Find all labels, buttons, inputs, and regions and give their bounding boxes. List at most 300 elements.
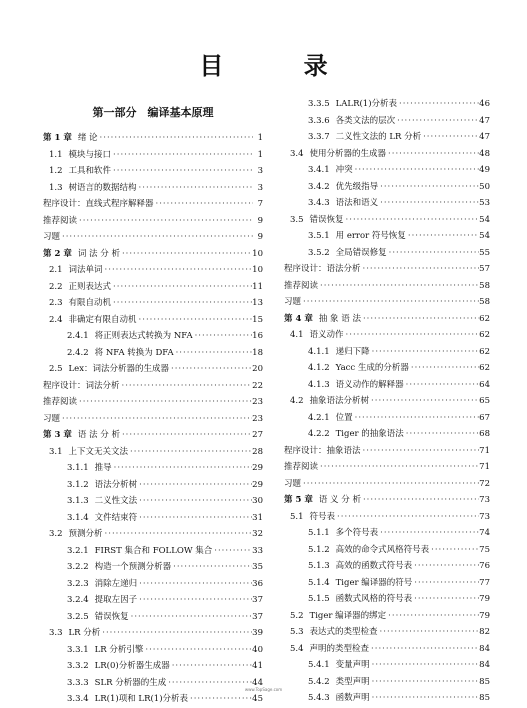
toc-page-number: 18	[252, 347, 263, 358]
toc-page-number: 71	[479, 445, 490, 456]
toc-dot-leader	[412, 558, 479, 575]
toc-entry-text: 语 法 分 析	[77, 430, 120, 440]
toc-entry[interactable]	[284, 641, 490, 658]
toc-entry-number: 3.1.1	[67, 463, 89, 473]
toc-entry[interactable]	[43, 592, 263, 609]
toc-dot-leader	[193, 328, 253, 345]
toc-entry-number: 2.4.1	[67, 331, 89, 341]
toc-right-list	[284, 96, 490, 707]
toc-page-number: 84	[479, 660, 490, 670]
toc-entry-number: 3.5	[290, 214, 304, 225]
toc-dot-leader	[137, 180, 253, 197]
toc-entry[interactable]	[43, 411, 263, 428]
toc-right-column	[284, 96, 490, 707]
toc-entry-text: FIRST 集合和 FOLLOW 集合	[94, 545, 213, 556]
toc-entry[interactable]	[43, 493, 263, 510]
toc-page-number: 58	[479, 280, 490, 291]
toc-entry[interactable]	[284, 476, 490, 493]
toc-entry-label	[67, 559, 171, 576]
toc-entry-text: 冲突	[335, 165, 353, 175]
toc-entry[interactable]	[284, 393, 490, 410]
toc-entry-label	[67, 543, 212, 560]
toc-entry[interactable]	[284, 162, 490, 179]
toc-entry-text: 多个符号表	[335, 528, 379, 538]
toc-entry-text: 树语言的数据结构	[68, 182, 137, 193]
toc-left-column	[43, 96, 263, 708]
toc-page-number: 72	[479, 478, 490, 489]
toc-entry-number: 3.5.2	[308, 247, 330, 258]
toc-dot-leader	[171, 559, 252, 576]
toc-entry[interactable]	[284, 542, 490, 559]
toc-dot-leader	[137, 592, 252, 609]
toc-entry-label	[308, 162, 353, 179]
toc-entry[interactable]	[284, 608, 490, 625]
toc-entry[interactable]	[284, 360, 490, 377]
toc-page-number: 1	[257, 149, 263, 160]
toc-entry-text: 优先级指导	[335, 181, 379, 192]
toc-dot-leader	[361, 261, 480, 278]
toc-entry[interactable]	[43, 543, 263, 560]
toc-entry[interactable]	[284, 509, 490, 526]
toc-entry-number: 第 1 章	[43, 133, 72, 143]
toc-dot-leader	[412, 591, 479, 608]
toc-dot-leader	[404, 377, 480, 394]
toc-entry-label	[67, 477, 137, 494]
toc-entry-label	[43, 246, 120, 263]
toc-page-number: 79	[479, 610, 490, 621]
toc-dot-leader	[361, 311, 479, 328]
toc-page-number: 32	[252, 529, 263, 539]
toc-dot-leader	[77, 213, 253, 230]
toc-page-number: 58	[479, 297, 490, 307]
toc-entry-label	[290, 509, 335, 526]
toc-page-number: 62	[479, 346, 490, 357]
toc-entry[interactable]	[43, 279, 263, 296]
toc-page-number: 62	[479, 363, 490, 373]
toc-page-number: 73	[479, 495, 490, 505]
toc-entry[interactable]	[43, 262, 263, 279]
toc-dot-leader	[370, 657, 480, 674]
toc-entry[interactable]	[43, 691, 263, 708]
toc-entry-label	[308, 360, 409, 377]
toc-entry-number: 4.2.2	[308, 429, 330, 439]
toc-page-number: 57	[479, 264, 490, 274]
toc-dot-leader	[77, 394, 252, 411]
toc-entry-text: 位置	[335, 412, 353, 423]
toc-entry-label	[290, 608, 386, 625]
toc-dot-leader	[378, 624, 480, 641]
toc-dot-leader	[120, 246, 252, 263]
toc-entry[interactable]	[43, 576, 263, 593]
toc-entry-text: 推荐阅读	[43, 215, 78, 226]
toc-dot-leader	[212, 543, 252, 560]
toc-entry-number: 第 4 章	[284, 313, 313, 324]
toc-entry-number: 3.2.5	[67, 611, 89, 622]
toc-entry[interactable]	[43, 295, 263, 312]
toc-entry[interactable]	[284, 690, 490, 707]
toc-page-number: 7	[257, 199, 263, 209]
toc-entry-text: 类型声明	[335, 676, 370, 687]
toc-entry[interactable]	[284, 261, 490, 278]
toc-entry[interactable]	[284, 377, 490, 394]
toc-entry[interactable]	[284, 327, 490, 344]
toc-entry-text: 程序设计：直线式程序解释器	[43, 199, 154, 209]
toc-entry-number: 2.4	[49, 314, 63, 325]
toc-entry[interactable]	[43, 625, 263, 642]
toc-entry-number: 3.3.3	[67, 677, 89, 688]
toc-entry-text: 各类文法的层次	[335, 115, 396, 126]
toc-dot-leader	[103, 262, 253, 279]
toc-entry-number: 5.1.1	[308, 528, 330, 538]
toc-entry[interactable]	[284, 492, 490, 509]
toc-page-number: 74	[479, 528, 490, 538]
toc-dot-leader	[361, 443, 480, 460]
toc-entry-number: 3.2.3	[67, 578, 89, 589]
toc-entry-number: 3.3.6	[308, 115, 330, 126]
toc-dot-leader	[344, 212, 480, 229]
toc-entry[interactable]	[284, 344, 490, 361]
toc-page-number: 65	[479, 396, 490, 406]
toc-entry-text: 将 NFA 转换为 DFA	[94, 347, 174, 358]
toc-dot-leader	[412, 575, 479, 592]
toc-entry-label	[284, 294, 301, 311]
toc-entry-label	[43, 229, 60, 246]
toc-dot-leader	[137, 510, 252, 527]
toc-entry[interactable]	[43, 328, 263, 345]
toc-entry[interactable]	[43, 477, 263, 494]
toc-entry[interactable]	[284, 657, 490, 674]
toc-entry-number: 3.3.5	[308, 99, 330, 109]
toc-page-number: 23	[252, 413, 263, 424]
toc-entry-text: 使用分析器的生成器	[309, 148, 387, 159]
toc-dot-leader	[128, 444, 252, 461]
toc-entry-number: 5.4	[290, 643, 304, 654]
toc-dot-leader	[137, 576, 252, 593]
toc-entry-text: 用 error 符号恢复	[335, 231, 406, 241]
toc-page-number: 29	[252, 479, 263, 490]
toc-entry-label	[49, 625, 100, 642]
toc-entry-number: 5.4.1	[308, 660, 330, 670]
toc-entry-text: 错误恢复	[94, 611, 129, 622]
toc-page-number: 29	[252, 463, 263, 473]
toc-entry-text: 正则表达式	[68, 281, 112, 292]
toc-entry-label	[284, 459, 318, 476]
toc-entry-number: 2.4.2	[67, 347, 89, 358]
toc-dot-leader	[378, 195, 479, 212]
toc-entry-text: LR 分析	[68, 628, 101, 638]
toc-dot-leader	[378, 525, 479, 542]
toc-entry[interactable]	[284, 558, 490, 575]
toc-page-number: 31	[252, 512, 263, 523]
toc-entry-label	[49, 526, 103, 543]
toc-entry[interactable]	[43, 378, 263, 395]
toc-entry-label	[67, 460, 112, 477]
toc-entry-label	[284, 261, 361, 278]
toc-entry[interactable]	[284, 212, 490, 229]
toc-dot-leader	[169, 361, 252, 378]
toc-entry-label	[284, 476, 301, 493]
toc-entry[interactable]	[43, 526, 263, 543]
toc-entry-label	[308, 591, 412, 608]
toc-entry[interactable]	[284, 311, 490, 328]
toc-page-number: 35	[252, 562, 263, 572]
toc-page-number: 53	[479, 198, 490, 208]
toc-page-number: 71	[479, 462, 490, 472]
toc-entry[interactable]	[43, 361, 263, 378]
toc-entry-number: 1.2	[49, 166, 63, 176]
toc-dot-leader	[60, 411, 252, 428]
toc-entry-number: 3.1	[49, 446, 63, 457]
toc-page-number: 11	[252, 281, 263, 292]
toc-dot-leader	[98, 130, 253, 147]
toc-entry[interactable]	[43, 147, 263, 164]
toc-entry[interactable]	[284, 146, 490, 163]
toc-entry-text: 推荐阅读	[284, 462, 319, 472]
toc-entry-text: 构造一个预测分析器	[94, 562, 172, 572]
toc-entry-number: 3.3.4	[67, 694, 89, 704]
toc-entry-number: 3.3	[49, 628, 63, 638]
toc-page-number: 16	[252, 331, 263, 341]
toc-dot-leader	[137, 477, 252, 494]
toc-entry-text: 符号表	[309, 511, 336, 522]
toc-entry-label	[67, 328, 193, 345]
toc-entry-label	[49, 295, 111, 312]
toc-entry-text: SLR 分析器的生成	[94, 677, 167, 688]
toc-dot-leader	[378, 179, 479, 196]
toc-entry[interactable]	[284, 426, 490, 443]
toc-dot-leader	[188, 691, 252, 708]
toc-entry-text: 推荐阅读	[284, 280, 319, 291]
toc-entry-label	[308, 113, 395, 130]
toc-dot-leader	[143, 642, 252, 659]
toc-entry-text: 消除左递归	[94, 578, 138, 589]
toc-entry-label	[308, 129, 421, 146]
toc-entry[interactable]	[284, 459, 490, 476]
toc-page-number: 30	[252, 496, 263, 506]
toc-entry[interactable]	[284, 278, 490, 295]
toc-dot-leader	[129, 609, 253, 626]
toc-dot-leader	[397, 96, 479, 113]
toc-entry-number: 5.1	[290, 511, 304, 522]
toc-entry[interactable]	[43, 658, 263, 675]
toc-entry-label	[290, 624, 378, 641]
toc-entry[interactable]	[284, 410, 490, 427]
toc-entry-text: Tiger 的抽象语法	[335, 429, 404, 439]
toc-entry-text: 程序设计：语法分析	[284, 264, 361, 274]
toc-entry-number: 3.2.4	[67, 595, 89, 605]
toc-page-number: 75	[479, 544, 490, 555]
toc-page-number: 1	[257, 133, 263, 143]
toc-entry-number: 5.1.2	[308, 544, 330, 555]
toc-entry-label	[284, 492, 361, 509]
toc-entry-label	[290, 327, 344, 344]
toc-entry-text: 词法单词	[68, 265, 103, 275]
toc-entry-text: 语 义 分 析	[318, 495, 361, 505]
toc-page-number: 48	[479, 148, 490, 159]
toc-entry[interactable]	[284, 245, 490, 262]
toc-entry[interactable]	[284, 195, 490, 212]
toc-entry-label	[43, 411, 60, 428]
toc-dot-leader	[103, 526, 253, 543]
toc-dot-leader	[386, 146, 479, 163]
toc-entry-text: 词 法 分 析	[77, 248, 120, 259]
toc-entry-text: 推荐阅读	[43, 397, 78, 407]
toc-entry[interactable]	[284, 228, 490, 245]
toc-entry-label	[284, 311, 361, 328]
toc-entry[interactable]	[284, 591, 490, 608]
toc-page-number: 9	[257, 232, 263, 242]
toc-entry-label	[49, 444, 128, 461]
toc-entry-number: 5.2	[290, 610, 304, 621]
toc-entry-label	[67, 642, 143, 659]
toc-entry-label	[67, 658, 170, 675]
toc-entry[interactable]	[43, 213, 263, 230]
toc-entry-label	[308, 575, 412, 592]
toc-dot-leader	[406, 228, 479, 245]
toc-entry-label	[43, 213, 77, 230]
toc-dot-leader	[137, 493, 252, 510]
toc-page-number: 15	[252, 314, 263, 325]
toc-entry-text: 预测分析	[68, 529, 103, 539]
toc-entry[interactable]	[284, 179, 490, 196]
toc-entry-text: 工具和软件	[68, 166, 112, 176]
toc-entry[interactable]	[43, 312, 263, 329]
toc-entry-number: 3.1.2	[67, 479, 89, 490]
toc-entry[interactable]	[284, 575, 490, 592]
toc-entry-label	[308, 96, 397, 113]
toc-entry-number: 4.1.3	[308, 379, 330, 390]
toc-entry[interactable]	[43, 559, 263, 576]
toc-entry-label	[43, 427, 120, 444]
toc-entry-label	[43, 394, 77, 411]
toc-page-number: 85	[479, 693, 490, 703]
toc-entry-label	[308, 228, 406, 245]
toc-entry[interactable]	[284, 525, 490, 542]
toc-page-number: 10	[252, 248, 263, 259]
toc-entry-text: 习题	[284, 478, 302, 489]
toc-entry[interactable]	[43, 609, 263, 626]
toc-entry-label	[49, 279, 111, 296]
toc-entry[interactable]	[43, 394, 263, 411]
toc-page-number: 77	[479, 577, 490, 588]
toc-page-number: 50	[479, 181, 490, 192]
toc-entry-label	[290, 641, 369, 658]
toc-entry[interactable]	[43, 345, 263, 362]
toc-entry[interactable]	[284, 96, 490, 113]
toc-entry-label	[308, 344, 370, 361]
toc-entry-number: 3.2	[49, 529, 63, 539]
toc-page-number: 45	[252, 694, 263, 704]
toc-dot-leader	[353, 162, 480, 179]
toc-dot-leader	[369, 393, 479, 410]
toc-entry-text: 函数声明	[335, 693, 370, 703]
toc-dot-leader	[111, 279, 252, 296]
toc-entry-text: 函数式风格的符号表	[335, 594, 413, 604]
toc-dot-leader	[369, 641, 479, 658]
toc-entry[interactable]	[43, 460, 263, 477]
toc-entry-text: 将正则表达式转换为 NFA	[94, 331, 193, 341]
toc-entry-number: 3.4.3	[308, 198, 330, 208]
toc-entry-text: 二义性文法的 LR 分析	[335, 132, 422, 142]
toc-entry-text: Tiger 编译器的绑定	[309, 610, 387, 621]
toc-dot-leader	[301, 476, 479, 493]
toc-dot-leader	[409, 360, 479, 377]
toc-entry[interactable]	[43, 246, 263, 263]
toc-entry-text: 声明的类型检查	[309, 643, 370, 654]
toc-page-number: 9	[257, 215, 263, 226]
toc-entry-label	[308, 377, 404, 394]
toc-dot-leader	[395, 113, 479, 130]
toc-entry[interactable]	[284, 113, 490, 130]
toc-entry-text: 习题	[43, 232, 61, 242]
toc-dot-leader	[170, 658, 252, 675]
toc-entry-number: 5.4.2	[308, 676, 330, 687]
toc-page-number: 67	[479, 412, 490, 423]
toc-entry-number: 3.2.2	[67, 562, 89, 572]
toc-entry[interactable]	[43, 444, 263, 461]
toc-entry-number: 1.1	[49, 149, 63, 160]
toc-dot-leader	[318, 278, 479, 295]
toc-entry-label	[43, 130, 98, 147]
toc-entry-number: 4.1.2	[308, 363, 330, 373]
toc-entry[interactable]	[43, 229, 263, 246]
toc-page-number: 62	[479, 313, 490, 324]
toc-entry[interactable]	[43, 130, 263, 147]
toc-entry-text: LR(0)分析器生成器	[94, 661, 170, 671]
toc-left-list	[43, 130, 263, 708]
toc-entry[interactable]	[43, 196, 263, 213]
toc-entry-number: 5.3	[290, 627, 304, 637]
toc-entry-text: 递归下降	[335, 346, 370, 357]
toc-entry[interactable]	[284, 443, 490, 460]
toc-entry-label	[49, 163, 111, 180]
toc-entry-number: 第 5 章	[284, 495, 313, 505]
toc-dot-leader	[111, 147, 253, 164]
toc-dot-leader	[361, 492, 479, 509]
toc-entry[interactable]	[43, 642, 263, 659]
toc-page-number: 85	[479, 676, 490, 687]
toc-entry-number: 4.1.1	[308, 346, 330, 357]
toc-entry[interactable]	[43, 427, 263, 444]
toc-entry-number: 4.2	[290, 396, 304, 406]
toc-entry-text: 非确定有限自动机	[68, 314, 137, 325]
toc-entry[interactable]	[43, 163, 263, 180]
toc-entry-text: 程序设计：抽象语法	[284, 445, 361, 456]
toc-entry[interactable]	[284, 624, 490, 641]
toc-entry-text: LALR(1)分析表	[335, 99, 398, 109]
toc-entry-label	[284, 278, 318, 295]
toc-entry-label	[49, 180, 137, 197]
toc-entry[interactable]	[43, 510, 263, 527]
toc-entry-label	[308, 558, 412, 575]
toc-dot-leader	[370, 690, 480, 707]
toc-entry-label	[308, 410, 353, 427]
toc-entry-label	[49, 147, 111, 164]
toc-entry[interactable]	[284, 294, 490, 311]
toc-entry-text: Yacc 生成的分析器	[335, 363, 409, 373]
toc-entry-label	[290, 393, 369, 410]
toc-entry-number: 2.1	[49, 265, 63, 275]
toc-page-number: 82	[479, 627, 490, 637]
toc-dot-leader	[318, 459, 479, 476]
toc-entry-number: 5.4.3	[308, 693, 330, 703]
toc-page-number: 13	[252, 298, 263, 308]
toc-entry[interactable]	[284, 129, 490, 146]
toc-entry-label	[308, 542, 429, 559]
toc-entry[interactable]	[43, 180, 263, 197]
toc-dot-leader	[154, 196, 253, 213]
toc-page-number: 3	[257, 182, 263, 193]
